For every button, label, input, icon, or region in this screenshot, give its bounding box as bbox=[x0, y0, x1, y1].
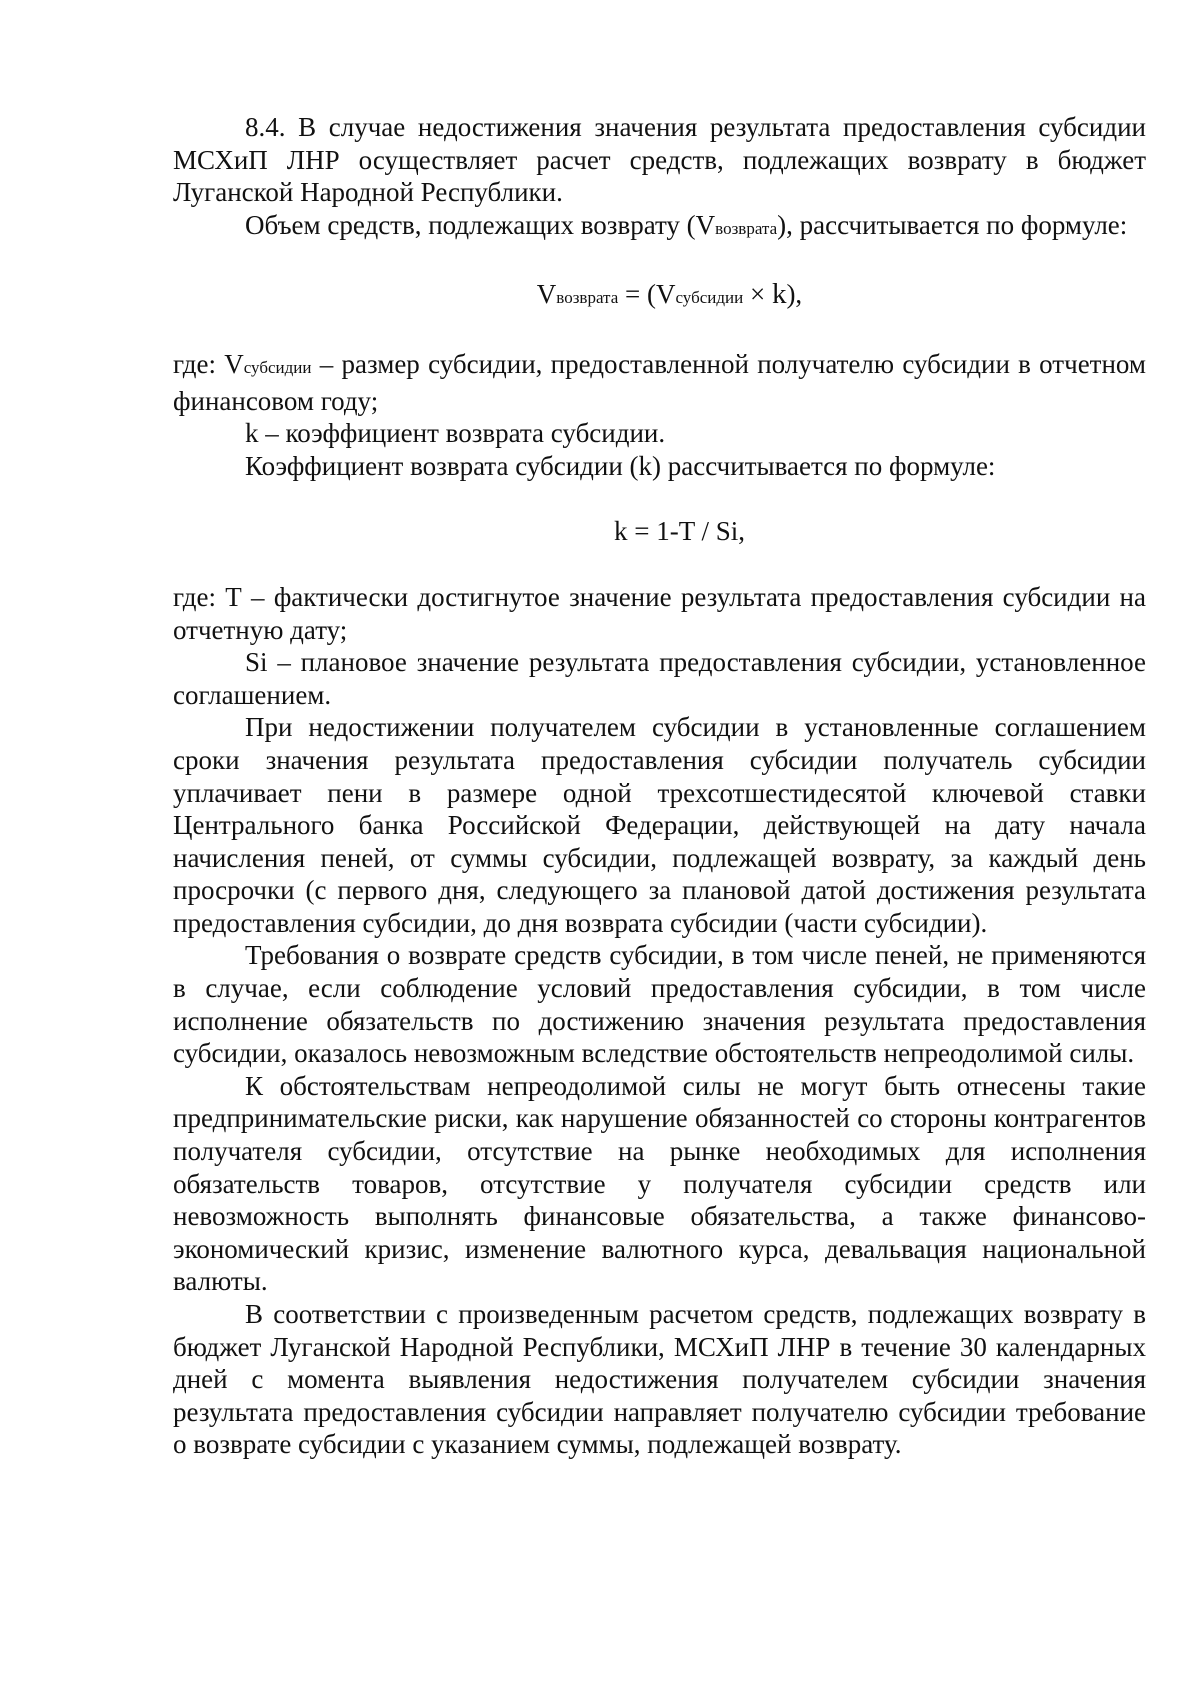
formula-1-times: × bbox=[743, 279, 772, 310]
paragraph-k-formula-intro: Коэффициент возврата субсидии (k) рассчитывается по формуле: bbox=[245, 450, 996, 481]
formula-1-end: ), bbox=[786, 279, 803, 310]
paragraph-8-4: 8.4. В случае недостижения значения результата предоставления субсидии МСХиП ЛНР осуществляет расчет средств, подлежащих возврату в бюджет Луганской Народной Республики. bbox=[173, 112, 1146, 208]
volume-intro-text: Объем средств, подлежащих возврату (V bbox=[245, 209, 716, 240]
where-1-subscript: субсидии bbox=[243, 357, 312, 377]
where-1-text-end: – размер субсидии, предоставленной получателю субсидии в отчетном финансовом году; bbox=[173, 348, 1146, 416]
document-page bbox=[173, 111, 1146, 1461]
paragraph-where-2: где: Т – фактически достигнутое значение результата предоставления субсидии на отчетную дату; bbox=[173, 581, 1146, 645]
paragraph-demand: В соответствии с произведенным расчетом средств, подлежащих возврату в бюджет Луганской Народной Республики, МСХиП ЛНР в течение 30 календарных дней с момента выявления недостижения получателем субсидии значения результата предоставления субсидии направляет получателю субсидии требование о возврате субсидии с указанием суммы, подлежащей возврату. bbox=[173, 1299, 1146, 1460]
paragraph-k-definition: k – коэффициент возврата субсидии. bbox=[245, 418, 666, 449]
formula-1-v: V bbox=[536, 279, 557, 310]
paragraph-risks: К обстоятельствам непреодолимой силы не могут быть отнесены такие предпринимательские риски, как нарушение обязанностей со стороны контрагентов получателя субсидии, отсутствие на рынке необходимых для исполнения обязательств товаров, отсутствие у получателя субсидии средств или невозможность выполнять финансовые обязательства, а также финансово-экономический кризис, изменение валютного курса, девальвация национальной валюты. bbox=[173, 1070, 1146, 1297]
formula-1-mid: = (V bbox=[618, 279, 676, 310]
paragraph-where-1 bbox=[173, 348, 1146, 417]
paragraph-si-definition: Si – плановое значение результата предоставления субсидии, установленное соглашением. bbox=[173, 647, 1146, 710]
formula-return-volume bbox=[173, 278, 1146, 315]
formula-1-k: k bbox=[771, 278, 787, 311]
formula-coefficient: k = 1-T / Si, bbox=[614, 516, 745, 547]
paragraph-penalty: При недостижении получателем субсидии в установленные соглашением сроки значения результата предоставления субсидии получатель субсидии уплачивает пени в размере одной трехсотшестидесятой ключевой ставки Центрального банка Российской Федерации, действующей на дату начала начисления пеней, от суммы субсидии, подлежащей возврату, за каждый день просрочки (с первого дня, следующего за плановой датой достижения результата предоставления субсидии, до дня возврата субсидии (части субсидии). bbox=[173, 712, 1146, 938]
where-1-text: где: V bbox=[173, 348, 244, 379]
volume-intro-text-end: ), рассчитывается по формуле: bbox=[777, 209, 1128, 240]
formula-1-sub-subsidy: субсидии bbox=[675, 288, 744, 308]
volume-intro-subscript: возврата bbox=[715, 218, 778, 238]
paragraph-volume-intro bbox=[173, 209, 1146, 246]
formula-1-sub-return: возврата bbox=[556, 288, 619, 308]
paragraph-force-majeure: Требования о возврате средств субсидии, в том числе пеней, не применяются в случае, если соблюдение условий предоставления субсидии, в том числе исполнение обязательств по достижению значения результата предоставления субсидии, оказалось невозможным вследствие обстоятельств непреодолимой силы. bbox=[173, 940, 1146, 1069]
